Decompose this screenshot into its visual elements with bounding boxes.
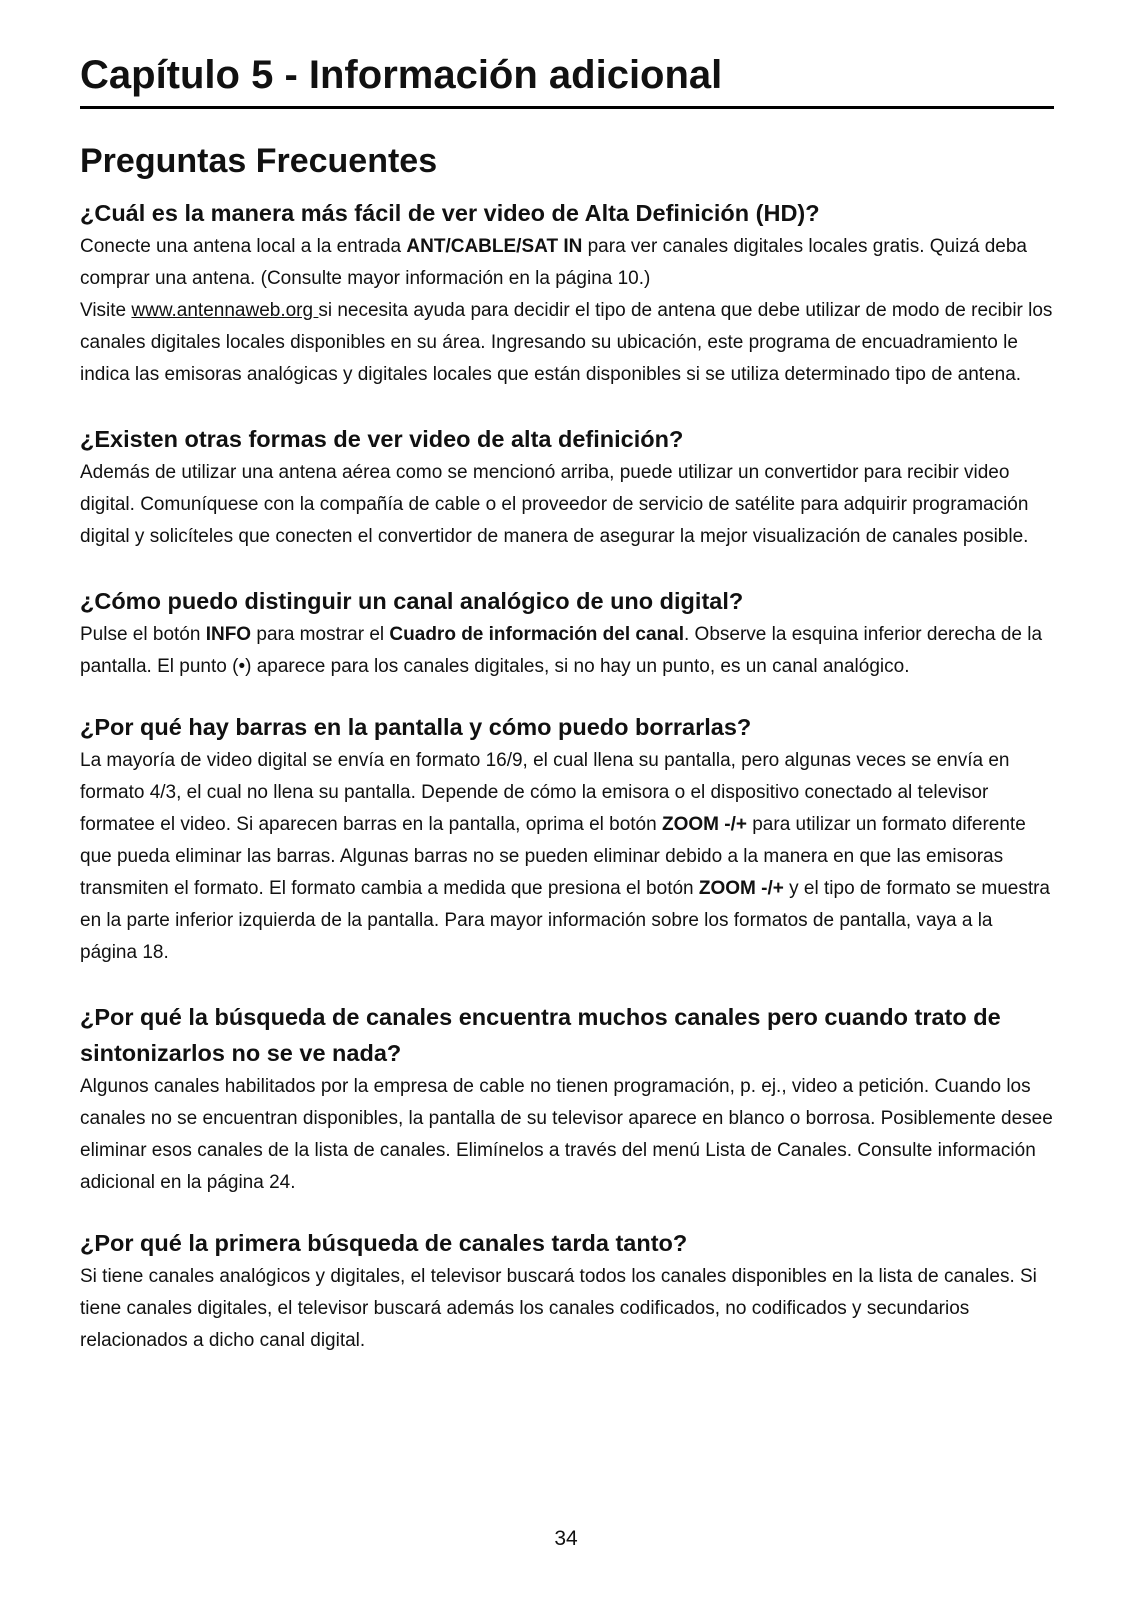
button-name: ZOOM -/+ [698,878,784,899]
answer-text: si necesita ayuda para decidir el tipo de antena que debe utilizar de modo de recibir los canales digitales locales disponibles en su área. Ingresando su ubicación, este programa de encuadramiento le indica las emisoras analógicas y digitales locales que están disponibles si se utiliza determinado tipo de antena. [80,300,1053,385]
menu-name: Cuadro de información del canal [389,624,684,645]
manual-page [80,48,1054,1387]
input-name: ANT/CABLE/SAT IN [406,236,583,257]
faq-answer: Algunos canales habilitados por la empresa de cable no tienen programación, p. ej., video a petición. Cuando los canales no se encuentran disponibles, la pantalla de su televisor aparece en blanco o borrosa. Posiblemente desee eliminar esos canales de la lista de canales. Elimínelos a través del menú Lista de Canales. Consulte información adicional en la página 24. [80,1076,1053,1193]
faq-item [80,195,1054,391]
faq-answer: Además de utilizar una antena aérea como se mencionó arriba, puede utilizar un convertidor para recibir video digital. Comuníquese con la compañía de cable o el proveedor de servicio de satélite para adquirir programación digital y solicíteles que conecten el convertidor de manera de asegurar la mejor visualización de canales posible. [80,462,1029,547]
faq-item [80,421,1054,553]
answer-text: para mostrar el [251,624,390,645]
button-name: ZOOM -/+ [661,814,747,835]
faq-item [80,1225,1054,1357]
answer-text: Pulse el botón [80,624,206,645]
answer-text: para ver canales digitales locales gratis. Quizá deba comprar una antena. (Consulte mayor información en la página 10.) [80,236,1027,289]
answer-text: para utilizar un formato diferente que pueda eliminar las barras. Algunas barras no se pueden eliminar debido a la manera en que las emisoras transmiten el formato. El formato cambia a medida que presiona el botón [80,814,1026,899]
antennaweb-link[interactable]: www.antennaweb.org [131,300,319,321]
title-divider [80,106,1054,109]
faq-answer [80,231,1054,295]
section-title: Preguntas Frecuentes [80,142,438,180]
page-number: 34 [554,1527,578,1550]
answer-text: y el tipo de formato se muestra en la parte inferior izquierda de la pantalla. Para mayor información sobre los formatos de pantalla, vaya a la página 18. [80,878,1050,963]
faq-answer [80,295,1054,391]
answer-text: Visite [80,300,132,321]
button-name: INFO [205,624,252,645]
faq-answer: Si tiene canales analógicos y digitales, el televisor buscará todos los canales disponibles en la lista de canales. Si tiene canales digitales, el televisor buscará además los canales codificados, no codificados y secundarios relacionados a dicho canal digital. [80,1266,1037,1351]
answer-text: . Observe la esquina inferior derecha de la pantalla. El punto (•) aparece para los canales digitales, si no hay un punto, es un canal analógico. [80,624,1043,677]
faq-question: ¿Por qué la primera búsqueda de canales tarda tanto? [80,1230,688,1256]
faq-question: ¿Existen otras formas de ver video de alta definición? [80,426,684,452]
answer-text: Conecte una antena local a la entrada [80,236,407,257]
faq-question: ¿Por qué hay barras en la pantalla y cómo puedo borrarlas? [80,714,752,740]
faq-question: ¿Por qué la búsqueda de canales encuentra muchos canales pero cuando trato de sintonizarlos no se ve nada? [80,1004,1001,1066]
faq-answer [80,619,1054,683]
faq-item [80,999,1054,1199]
chapter-title: Capítulo 5 - Información adicional [80,53,723,97]
faq-question: ¿Cómo puedo distinguir un canal analógico de uno digital? [80,588,744,614]
answer-text: La mayoría de video digital se envía en formato 16/9, el cual llena su pantalla, pero algunas veces se envía en formato 4/3, el cual no llena su pantalla. Depende de cómo la emisora o el dispositivo conectado al televisor formatee el video. Si aparecen barras en la pantalla, oprima el botón [80,750,1010,835]
faq-question: ¿Cuál es la manera más fácil de ver video de Alta Definición (HD)? [80,200,820,226]
faq-item [80,709,1054,969]
faq-item [80,583,1054,683]
faq-answer [80,745,1054,969]
